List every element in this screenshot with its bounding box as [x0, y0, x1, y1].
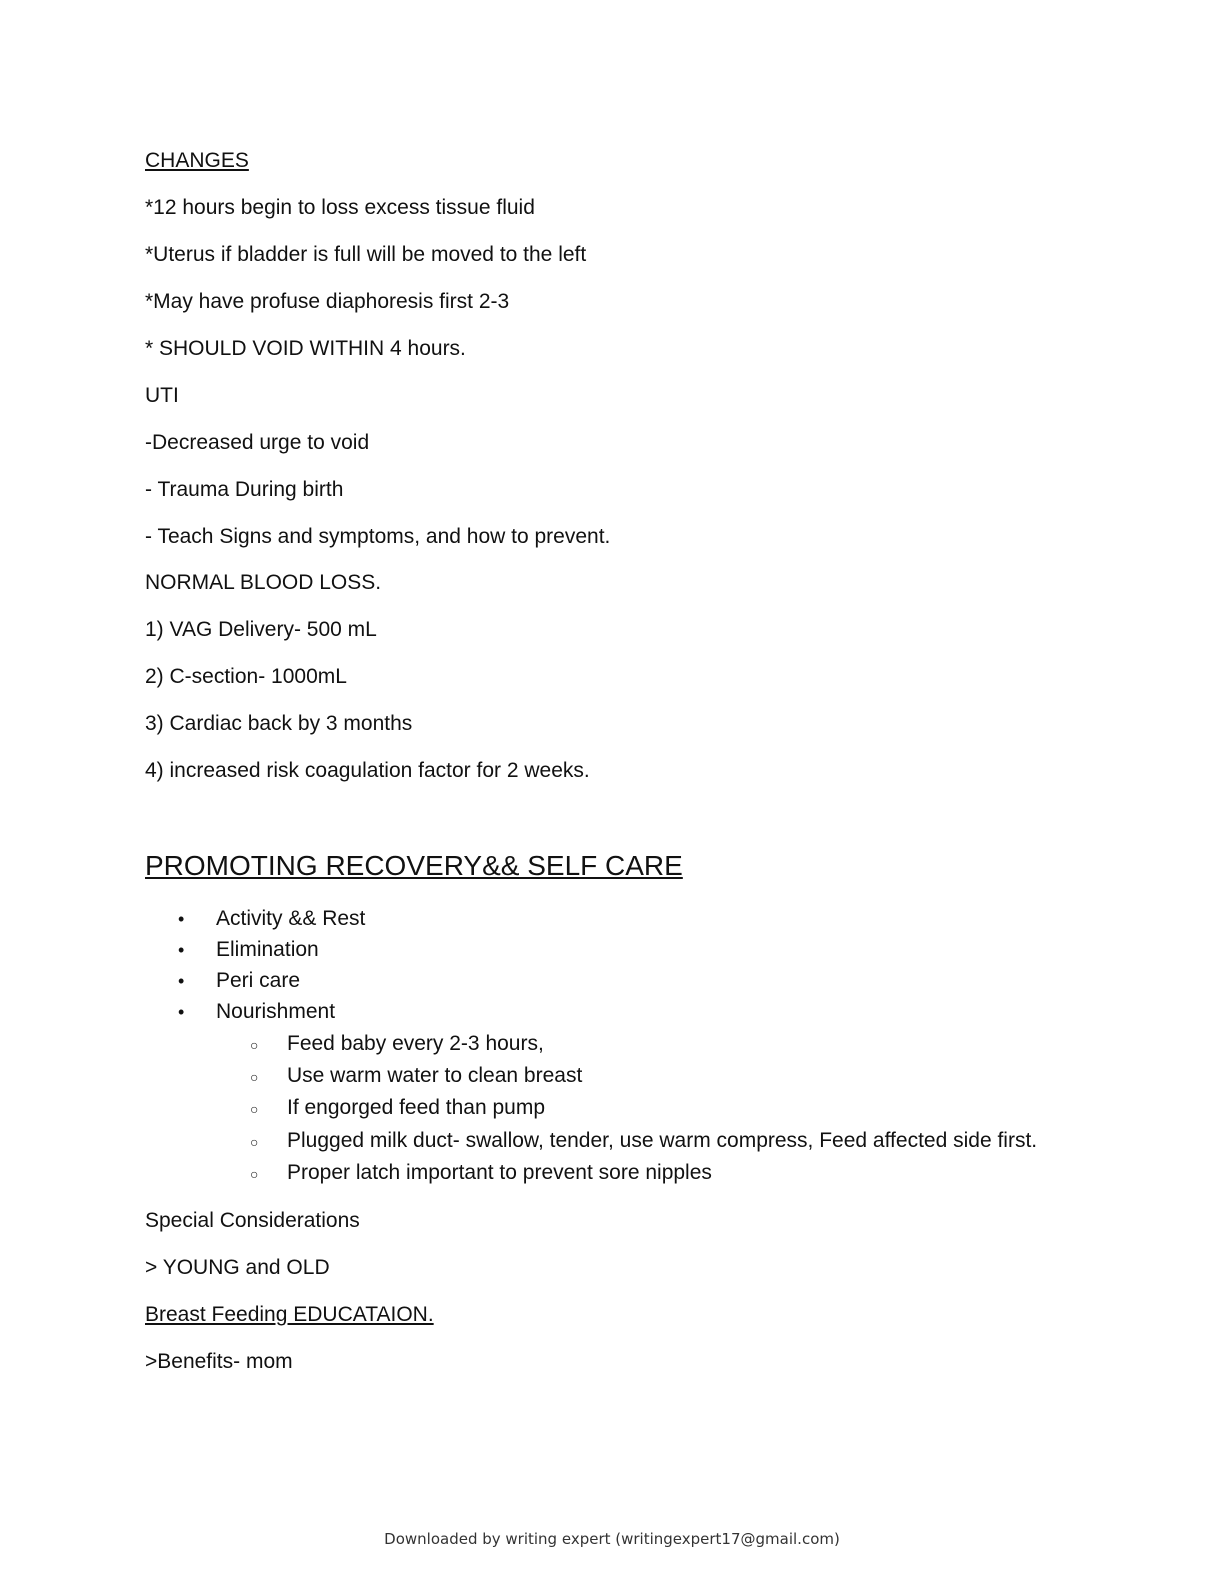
- subtitle-breast-feeding: Breast Feeding EDUCATAION.: [145, 1303, 434, 1326]
- text-line: *May have profuse diaphoresis first 2-3: [145, 290, 510, 313]
- circle-bullet-icon: ○: [250, 1069, 259, 1085]
- text-line: *Uterus if bladder is full will be moved to the left: [145, 243, 587, 266]
- text-line: > YOUNG and OLD: [145, 1256, 330, 1279]
- sub-list-item-text: Feed baby every 2-3 hours,: [287, 1032, 544, 1055]
- list-item: [178, 968, 300, 994]
- sub-list-item: [250, 1063, 582, 1090]
- bullet-icon: •: [178, 971, 185, 991]
- circle-bullet-icon: ○: [250, 1037, 259, 1053]
- bullet-icon: •: [178, 1002, 185, 1022]
- list-item-text: Nourishment: [216, 1000, 336, 1023]
- text-line: *12 hours begin to loss excess tissue fluid: [145, 196, 535, 219]
- text-line: 2) C-section- 1000mL: [145, 665, 347, 688]
- sub-list-item-text: Use warm water to clean breast: [287, 1064, 583, 1087]
- circle-bullet-icon: ○: [250, 1166, 259, 1182]
- text-line: >Benefits- mom: [145, 1350, 293, 1373]
- sub-list-item-text: Plugged milk duct- swallow, tender, use warm compress, Feed affected side first.: [287, 1129, 1038, 1152]
- text-line: - Teach Signs and symptoms, and how to prevent.: [145, 525, 611, 548]
- text-line: Special Considerations: [145, 1209, 360, 1232]
- sub-list-item: [250, 1160, 712, 1187]
- sub-list-item: [250, 1031, 544, 1058]
- text-line: * SHOULD VOID WITHIN 4 hours.: [145, 337, 466, 360]
- text-line: UTI: [145, 384, 179, 407]
- text-line: 1) VAG Delivery- 500 mL: [145, 618, 377, 641]
- sub-list-item: [250, 1095, 545, 1122]
- text-line: 3) Cardiac back by 3 months: [145, 712, 413, 735]
- circle-bullet-icon: ○: [250, 1101, 259, 1117]
- sub-list-item-text: Proper latch important to prevent sore nipples: [287, 1161, 712, 1184]
- text-line: 4) increased risk coagulation factor for 2 weeks.: [145, 759, 590, 782]
- text-line: - Trauma During birth: [145, 478, 344, 501]
- footer-download-note: Downloaded by writing expert (writingexpert17@gmail.com): [384, 1530, 840, 1548]
- sub-list-item: [250, 1128, 1037, 1155]
- list-item-text: Activity && Rest: [216, 907, 366, 930]
- list-item-text: Elimination: [216, 938, 319, 961]
- list-item: [178, 937, 319, 963]
- text-line: -Decreased urge to void: [145, 431, 370, 454]
- text-line: NORMAL BLOOD LOSS.: [145, 571, 382, 594]
- bullet-icon: •: [178, 909, 185, 929]
- list-item-text: Peri care: [216, 969, 301, 992]
- list-item: [178, 906, 365, 932]
- bullet-icon: •: [178, 940, 185, 960]
- sub-list-item-text: If engorged feed than pump: [287, 1096, 546, 1119]
- section-title-changes: CHANGES: [145, 149, 249, 172]
- circle-bullet-icon: ○: [250, 1134, 259, 1150]
- section-heading-recovery: PROMOTING RECOVERY&& SELF CARE: [145, 850, 683, 881]
- list-item: [178, 999, 335, 1025]
